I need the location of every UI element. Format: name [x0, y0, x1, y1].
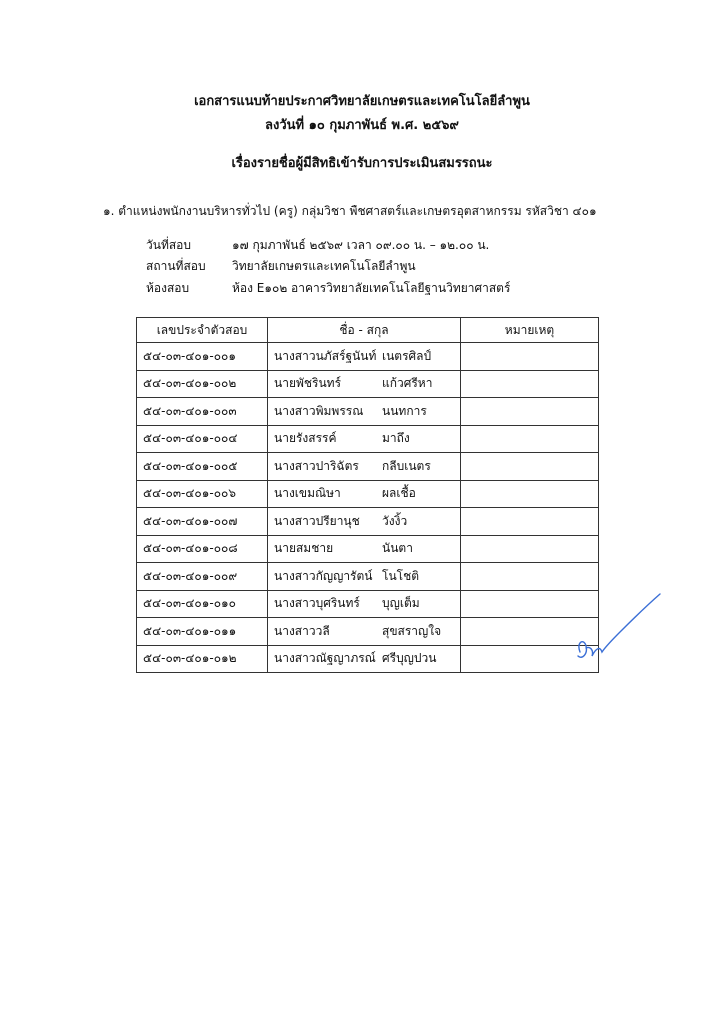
table-row — [137, 508, 599, 536]
cell-exam-id: ๕๔-๐๓-๔๐๑-๐๐๖ — [137, 480, 268, 508]
table-row — [137, 343, 599, 371]
table-row — [137, 425, 599, 453]
first-name: นางสาววลี — [274, 623, 330, 638]
cell-remark — [461, 370, 599, 398]
last-name: ศรีบุญปวน — [382, 651, 437, 666]
table-header-row — [137, 318, 599, 343]
first-name: นายรังสรรค์ — [274, 431, 337, 446]
last-name: สุขสราญใจ — [382, 623, 442, 638]
cell-full-name — [268, 618, 461, 646]
last-name: โนโชติ — [382, 568, 420, 583]
first-name: นางสาวปาริฉัตร — [274, 458, 359, 473]
cell-exam-id: ๕๔-๐๓-๔๐๑-๐๐๒ — [137, 370, 268, 398]
exam-date-row — [146, 236, 489, 255]
cell-exam-id: ๕๔-๐๓-๔๐๑-๐๐๙ — [137, 563, 268, 591]
cell-remark — [461, 453, 599, 481]
first-name: นางสาวณัฐญาภรณ์ — [274, 651, 376, 666]
table-row — [137, 370, 599, 398]
cell-remark — [461, 508, 599, 536]
cell-exam-id: ๕๔-๐๓-๔๐๑-๐๑๐ — [137, 590, 268, 618]
cell-exam-id: ๕๔-๐๓-๔๐๑-๐๐๘ — [137, 535, 268, 563]
first-name: นางสาวบุศรินทร์ — [274, 596, 360, 611]
first-name: นางเขมณิษา — [274, 486, 341, 501]
cell-exam-id: ๕๔-๐๓-๔๐๑-๐๐๑ — [137, 343, 268, 371]
cell-full-name — [268, 480, 461, 508]
cell-full-name — [268, 535, 461, 563]
header-remark: หมายเหตุ — [461, 318, 599, 343]
first-name: นางสาวนภัสร์ฐนันท์ — [274, 348, 377, 363]
exam-date-value: ๑๗ กุมภาพันธ์ ๒๕๖๙ เวลา ๐๙.๐๐ น. – ๑๒.๐๐ น. — [232, 238, 490, 252]
cell-remark — [461, 343, 599, 371]
document-subject: เรื่องรายชื่อผู้มีสิทธิเข้ารับการประเมินสมรรถนะ — [231, 156, 493, 171]
section-title: ๑. ตำแหน่งพนักงานบริหารทั่วไป (ครู) กลุ่มวิชา พืชศาสตร์และเกษตรอุตสาหกรรม รหัสวิชา ๔๐๑ — [103, 204, 597, 218]
cell-full-name — [268, 370, 461, 398]
table-row — [137, 480, 599, 508]
table-row — [137, 398, 599, 426]
first-name: นางสาวปรียานุช — [274, 513, 360, 528]
exam-place-value: วิทยาลัยเกษตรและเทคโนโลยีลำพูน — [232, 259, 416, 273]
last-name: แก้วศรีหา — [382, 376, 433, 391]
cell-full-name — [268, 425, 461, 453]
table-row — [137, 618, 599, 646]
exam-room-row — [146, 279, 510, 298]
exam-place-row — [146, 257, 416, 276]
table-row — [137, 590, 599, 618]
table-body — [137, 343, 599, 673]
first-name: นางสาวกัญญารัตน์ — [274, 568, 373, 583]
exam-place-label: สถานที่สอบ — [146, 259, 206, 273]
cell-remark — [461, 398, 599, 426]
last-name: วังงิ้ว — [382, 513, 408, 528]
header-full-name: ชื่อ - สกุล — [268, 318, 461, 343]
signature-image — [568, 590, 668, 670]
cell-exam-id: ๕๔-๐๓-๔๐๑-๐๑๒ — [137, 645, 268, 673]
header-exam-id: เลขประจำตัวสอบ — [137, 318, 268, 343]
cell-exam-id: ๕๔-๐๓-๔๐๑-๐๐๔ — [137, 425, 268, 453]
table-row — [137, 535, 599, 563]
candidate-table — [136, 317, 599, 673]
cell-full-name — [268, 398, 461, 426]
last-name: มาถึง — [382, 431, 410, 446]
cell-exam-id: ๕๔-๐๓-๔๐๑-๐๐๕ — [137, 453, 268, 481]
cell-exam-id: ๕๔-๐๓-๔๐๑-๐๑๑ — [137, 618, 268, 646]
last-name: ผลเชื้อ — [382, 486, 416, 501]
last-name: นนทการ — [382, 403, 427, 418]
document-header-date: ลงวันที่ ๑๐ กุมภาพันธ์ พ.ศ. ๒๕๖๙ — [265, 118, 459, 133]
exam-room-label: ห้องสอบ — [146, 281, 190, 295]
cell-full-name — [268, 453, 461, 481]
last-name: เนตรศิลป์ — [382, 348, 432, 363]
table-row — [137, 453, 599, 481]
first-name: นายสมชาย — [274, 541, 334, 556]
cell-remark — [461, 563, 599, 591]
cell-full-name — [268, 343, 461, 371]
last-name: บุญเต็ม — [382, 596, 420, 611]
cell-exam-id: ๕๔-๐๓-๔๐๑-๐๐๗ — [137, 508, 268, 536]
last-name: นันตา — [382, 541, 413, 556]
last-name: กลีบเนตร — [382, 458, 431, 473]
cell-full-name — [268, 563, 461, 591]
document-header-title: เอกสารแนบท้ายประกาศวิทยาลัยเกษตรและเทคโนโลยีลำพูน — [194, 94, 530, 109]
table-row — [137, 645, 599, 673]
exam-date-label: วันที่สอบ — [146, 238, 191, 252]
exam-room-value: ห้อง E๑๐๒ อาคารวิทยาลัยเทคโนโลยีฐานวิทยาศาสตร์ — [232, 281, 511, 295]
cell-full-name — [268, 645, 461, 673]
cell-exam-id: ๕๔-๐๓-๔๐๑-๐๐๓ — [137, 398, 268, 426]
first-name: นางสาวพิมพรรณ — [274, 403, 364, 418]
first-name: นายพัชรินทร์ — [274, 376, 342, 391]
table-row — [137, 563, 599, 591]
cell-full-name — [268, 508, 461, 536]
cell-remark — [461, 425, 599, 453]
cell-remark — [461, 480, 599, 508]
cell-full-name — [268, 590, 461, 618]
cell-remark — [461, 535, 599, 563]
